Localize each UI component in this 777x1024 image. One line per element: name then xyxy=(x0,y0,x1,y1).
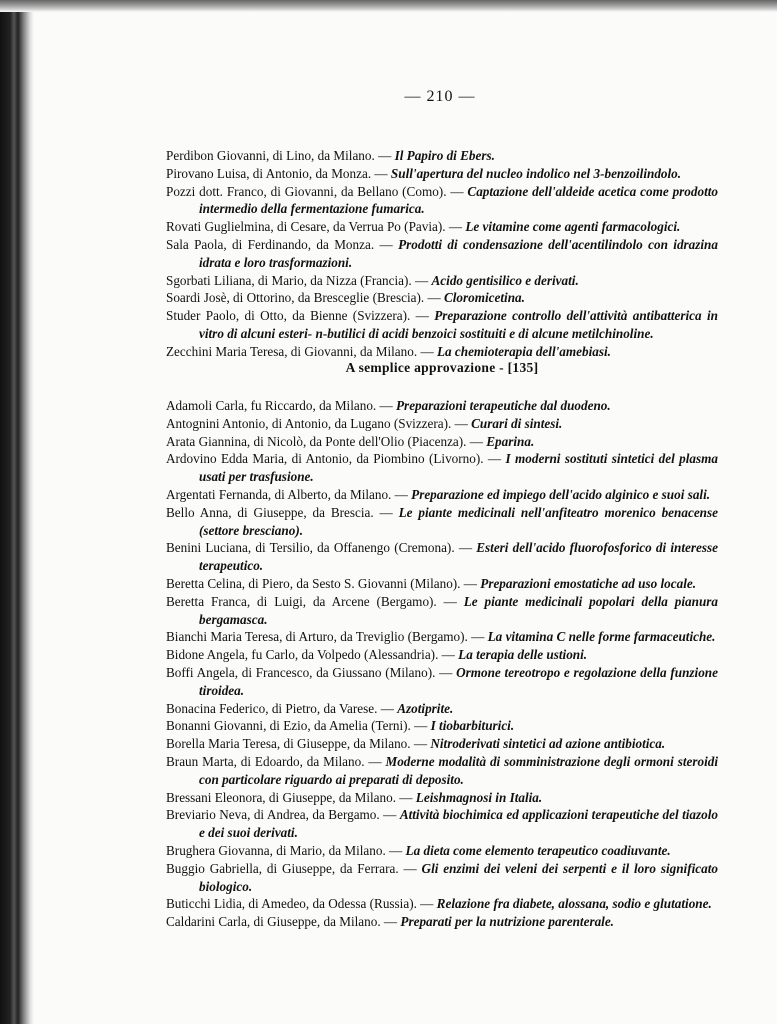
entry-title: Relazione fra diabete, alossana, sodio e glutatione. xyxy=(436,896,712,912)
thesis-entry xyxy=(166,735,718,753)
entry-title: Gli enzimi dei veleni dei serpenti e il loro significato biologico. xyxy=(199,860,718,894)
entry-title: Curari di sintesi. xyxy=(471,415,563,431)
entry-title: Azotiprite. xyxy=(397,700,454,716)
thesis-entry xyxy=(166,397,718,415)
thesis-list-section-1 xyxy=(166,147,718,361)
entry-author: Brughera Giovanna, di Mario, da Milano. — xyxy=(166,842,406,858)
entry-title: I tiobarbiturici. xyxy=(430,718,515,734)
entry-author: Bello Anna, di Giuseppe, da Brescia. — xyxy=(166,504,399,520)
thesis-entry xyxy=(166,450,718,486)
entry-title: La vitamina C nelle forme farmaceutiche. xyxy=(487,629,716,645)
entry-author: Antognini Antonio, di Antonio, da Lugano (Svizzera). — xyxy=(166,415,472,431)
entry-author: Bidone Angela, fu Carlo, da Volpedo (Alessandria). — xyxy=(166,647,459,663)
thesis-entry xyxy=(166,486,718,504)
entry-author: Perdibon Giovanni, di Lino, da Milano. — xyxy=(166,148,395,163)
thesis-entry xyxy=(166,753,718,789)
thesis-entry xyxy=(166,272,718,290)
entry-author: Beretta Celina, di Piero, da Sesto S. Giovanni (Milano). — xyxy=(166,575,481,591)
entry-title: Prodotti di condensazione dell'acentilindolo con idrazina idrata e loro trasformazioni. xyxy=(199,236,718,270)
entry-author: Adamoli Carla, fu Riccardo, da Milano. — xyxy=(166,398,396,413)
entry-title: Acido gentisilico e derivati. xyxy=(431,272,579,288)
thesis-entry xyxy=(166,895,718,913)
thesis-entry xyxy=(166,307,718,343)
entry-title: La dieta come elemento terapeutico coadiuvante. xyxy=(405,842,671,858)
entry-title: Preparati per la nutrizione parenterale. xyxy=(400,914,614,930)
entry-title: Moderne modalità di somministrazione degli ormoni steroidi con particolare riguardo ai preparati di deposito. xyxy=(199,753,718,787)
entry-author: Braun Marta, di Edoardo, da Milano. — xyxy=(166,753,386,769)
entry-author: Bonanni Giovanni, di Ezio, da Amelia (Terni). — xyxy=(166,718,431,734)
entry-author: Pozzi dott. Franco, di Giovanni, da Bellano (Como). — xyxy=(166,183,468,199)
entry-title: La chemioterapia dell'amebiasi. xyxy=(436,343,611,359)
entry-author: Arata Giannina, di Nicolò, da Ponte dell'Olio (Piacenza). — xyxy=(166,433,487,449)
scan-edge-top xyxy=(0,0,777,12)
entry-title: Le vitamine come agenti farmacologici. xyxy=(465,219,681,235)
thesis-entry xyxy=(166,343,718,361)
thesis-entry xyxy=(166,646,718,664)
entry-title: Le piante medicinali nell'anfiteatro morenico benacense (settore bresciano). xyxy=(199,504,718,538)
entry-title: Preparazioni emostatiche ad uso locale. xyxy=(480,575,697,591)
entry-title: Leishmagnosi in Italia. xyxy=(415,789,543,805)
entry-author: Bianchi Maria Teresa, di Arturo, da Treviglio (Bergamo). — xyxy=(166,629,488,645)
thesis-entry xyxy=(166,593,718,629)
entry-author: Pirovano Luisa, di Antonio, da Monza. — xyxy=(166,165,391,181)
entry-title: I moderni sostituti sintetici del plasma usati per trasfusione. xyxy=(199,451,718,485)
entry-title: Nitroderivati sintetici ad azione antibiotica. xyxy=(430,736,666,752)
entry-author: Sala Paola, di Ferdinando, da Monza. — xyxy=(166,236,399,252)
thesis-entry xyxy=(166,842,718,860)
entry-author: Ardovino Edda Maria, di Antonio, da Piombino (Livorno). — xyxy=(166,451,506,467)
entry-author: Buticchi Lidia, di Amedeo, da Odessa (Russia). — xyxy=(166,896,437,912)
thesis-entry xyxy=(166,806,718,842)
entry-author: Argentati Fernanda, di Alberto, da Milano. — xyxy=(166,486,412,502)
entry-title: Il Papiro di Ebers. xyxy=(394,148,495,163)
entry-author: Breviario Neva, di Andrea, da Bergamo. — xyxy=(166,807,400,823)
entry-title: Esteri dell'acido fluorofosforico di interesse terapeutico. xyxy=(199,540,718,574)
entry-author: Caldarini Carla, di Giuseppe, da Milano. — xyxy=(166,914,401,930)
thesis-entry xyxy=(166,165,718,183)
entry-title: La terapia delle ustioni. xyxy=(458,647,588,663)
scan-edge-left xyxy=(0,0,34,1024)
thesis-entry xyxy=(166,433,718,451)
entry-title: Preparazioni terapeutiche dal duodeno. xyxy=(396,398,611,413)
entry-title: Cloromicetina. xyxy=(443,290,525,306)
entry-title: Sull'apertura del nucleo indolico nel 3-benzoilindolo. xyxy=(390,165,682,181)
thesis-entry xyxy=(166,913,718,931)
thesis-entry xyxy=(166,289,718,307)
entry-title: Le piante medicinali popolari della pianura bergamasca. xyxy=(199,593,718,627)
entry-author: Bonacina Federico, di Pietro, da Varese. — xyxy=(166,700,398,716)
entry-author: Boffi Angela, di Francesco, da Giussano (Milano). — xyxy=(166,664,457,680)
entry-title: Captazione dell'aldeide acetica come prodotto intermedio della fermentazione fumarica. xyxy=(199,183,718,217)
thesis-entry xyxy=(166,147,718,165)
entry-author: Sgorbati Liliana, di Mario, da Nizza (Francia). — xyxy=(166,272,432,288)
entry-title: Preparazione controllo dell'attività antibatterica in vitro di alcuni esteri- n-butilici di acidi benzoici sostituiti e di alcune metilchinoline. xyxy=(199,308,718,341)
entry-title: Ormone tereotropo e regolazione della funzione tiroidea. xyxy=(199,664,718,698)
thesis-entry xyxy=(166,628,718,646)
entry-author: Studer Paolo, di Otto, da Bienne (Svizzera). — xyxy=(166,308,435,324)
thesis-entry xyxy=(166,415,718,433)
entry-author: Bressani Eleonora, di Giuseppe, da Milano. — xyxy=(166,789,416,805)
thesis-entry xyxy=(166,183,718,219)
thesis-entry xyxy=(166,539,718,575)
thesis-entry xyxy=(166,700,718,718)
thesis-entry xyxy=(166,664,718,700)
entry-author: Zecchini Maria Teresa, di Giovanni, da Milano. — xyxy=(166,343,437,359)
page-number: — 210 — xyxy=(404,88,476,105)
thesis-entry xyxy=(166,717,718,735)
thesis-list-section-2 xyxy=(166,397,718,931)
thesis-entry xyxy=(166,860,718,896)
entry-author: Benini Luciana, di Tersilio, da Offanengo (Cremona). — xyxy=(166,540,477,556)
entry-author: Rovati Guglielmina, di Cesare, da Verrua Po (Pavia). — xyxy=(166,219,466,235)
entry-author: Buggio Gabriella, di Giuseppe, da Ferrara. — xyxy=(166,860,422,876)
entry-author: Beretta Franca, di Luigi, da Arcene (Bergamo). — xyxy=(166,593,464,609)
thesis-entry xyxy=(166,504,718,540)
thesis-entry xyxy=(166,218,718,236)
thesis-entry xyxy=(166,789,718,807)
thesis-entry xyxy=(166,236,718,272)
entry-title: Eparina. xyxy=(486,433,535,449)
thesis-entry xyxy=(166,575,718,593)
section-heading: A semplice approvazione - [135] xyxy=(345,360,539,375)
entry-author: Borella Maria Teresa, di Giuseppe, da Milano. — xyxy=(166,736,431,752)
entry-title: Attività biochimica ed applicazioni terapeutiche del tiazolo e dei suoi derivati. xyxy=(199,807,719,841)
entry-author: Soardi Josè, di Ottorino, da Bresceglie (Brescia). — xyxy=(166,290,444,306)
entry-title: Preparazione ed impiego dell'acido alginico e suoi sali. xyxy=(411,486,711,502)
